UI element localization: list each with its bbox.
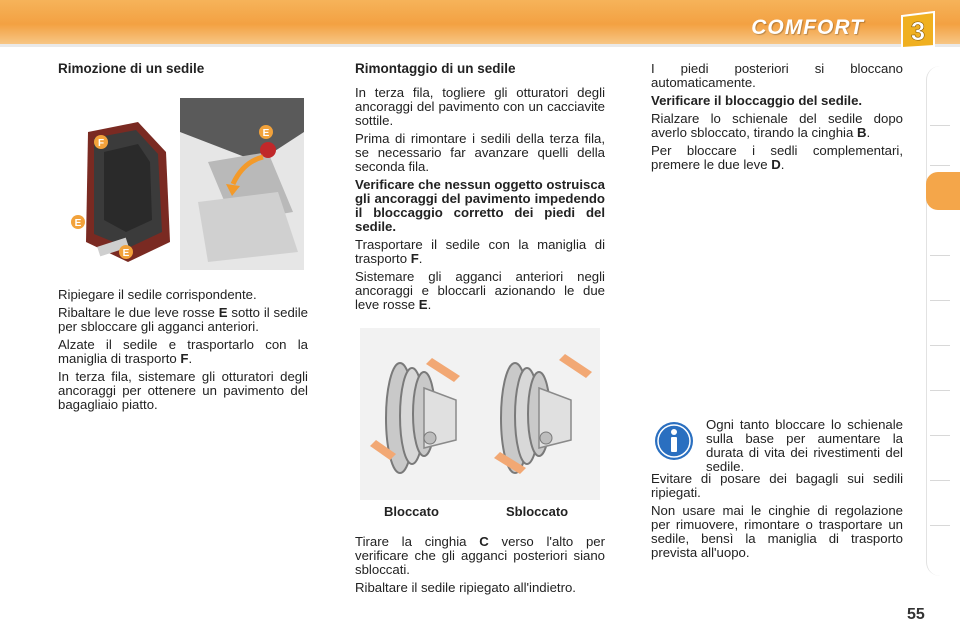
anchor-drawing bbox=[180, 98, 304, 270]
tab-divider bbox=[930, 300, 950, 301]
refitting-step-5: Tirare la cinghia C verso l'alto per verificare che gli agganci posteriori siano sbloccati. bbox=[355, 534, 606, 577]
removal-step-2: Ribaltare le due leve rosse E sotto il sedile per sbloccare gli agganci anteriori. bbox=[58, 305, 308, 334]
label-E bbox=[119, 245, 133, 259]
tab-divider bbox=[930, 390, 950, 391]
locking-subtitle: Verificare il bloccaggio del sedile. bbox=[651, 93, 863, 108]
removal-step-3: Alzate il sedile e trasportarlo con la maniglia di trasporto F. bbox=[58, 337, 308, 366]
seat-removal-illustration bbox=[58, 92, 308, 276]
refitting-step-1: In terza fila, togliere gli otturatori degli ancoraggi del pavimento con un cacciavite sottile. bbox=[355, 85, 605, 128]
page-number: 55 bbox=[907, 606, 925, 623]
chapter-number: 3 bbox=[910, 16, 926, 46]
refitting-step-2: Prima di rimontare i sedili della terza fila, se necessario far avanzare quelli della seconda fila. bbox=[355, 131, 605, 174]
tab-divider bbox=[930, 125, 950, 126]
info-icon bbox=[653, 420, 695, 462]
refitting-step-3: Trasportare il sedile con la maniglia di trasporto F. bbox=[355, 237, 605, 266]
label-E bbox=[71, 215, 85, 229]
svg-text:E: E bbox=[122, 248, 130, 259]
info-block bbox=[651, 472, 903, 564]
label-F bbox=[94, 135, 108, 149]
tab-divider bbox=[930, 255, 950, 256]
page-header bbox=[0, 0, 960, 50]
info-note bbox=[706, 418, 903, 478]
column-removal bbox=[58, 62, 308, 86]
anchor-lock-illustration bbox=[360, 328, 600, 500]
label-E bbox=[259, 125, 273, 139]
column-locking bbox=[651, 62, 903, 176]
removal-steps bbox=[58, 288, 308, 416]
locking-text-3: Per bloccare i sedli complementari, premere le due leve D. bbox=[651, 143, 903, 172]
tab-divider bbox=[930, 345, 950, 346]
info-note-text: Ogni tanto bloccare lo schienale sulla base per aumentare la durata di vita dei rivestimenti del sedile. bbox=[706, 417, 903, 474]
locking-text-2: Rialzare lo schienale del sedile dopo averlo sbloccato, tirando la cinghia B. bbox=[651, 111, 903, 140]
removal-step-1: Ripiegare il sedile corrispondente. bbox=[58, 287, 257, 302]
svg-text:E: E bbox=[262, 128, 270, 139]
chapter-badge bbox=[898, 10, 938, 50]
chapter-tab-active[interactable] bbox=[926, 172, 960, 210]
refitting-heading: Rimontaggio di un sedile bbox=[355, 61, 516, 76]
tab-divider bbox=[930, 525, 950, 526]
chapter-tabs bbox=[926, 66, 960, 576]
svg-text:F: F bbox=[97, 138, 105, 149]
tab-divider bbox=[930, 435, 950, 436]
tab-divider bbox=[930, 480, 950, 481]
figure-label-unlocked: Sbloccato bbox=[506, 504, 569, 519]
refitting-step-6: Ribaltare il sedile ripiegato all'indietro. bbox=[355, 580, 576, 595]
svg-text:E: E bbox=[74, 218, 82, 229]
removal-heading: Rimozione di un sedile bbox=[58, 61, 205, 76]
tab-divider bbox=[930, 165, 950, 166]
info-text-2: Non usare mai le cinghie di regolazione per rimuovere, rimontare o trasportare un sedile, bensì la maniglia di trasporto prevista all'uopo. bbox=[651, 503, 903, 560]
column-refitting bbox=[355, 62, 605, 316]
removal-step-4: In terza fila, sistemare gli otturatori degli ancoraggi per ottenere un pavimento del bagagliaio piatto. bbox=[58, 369, 308, 412]
section-title: COMFORT bbox=[751, 16, 864, 39]
refitting-warning: Verificare che nessun oggetto ostruisca gli ancoraggi del pavimento impedendo il bloccaggio corretto dei piedi del sedile. bbox=[355, 177, 605, 234]
refitting-step-4: Sistemare gli agganci anteriori negli ancoraggi e bloccarli azionando le due leve rosse E. bbox=[355, 269, 605, 312]
info-text-1: Evitare di posare dei bagagli sui sedili ripiegati. bbox=[651, 471, 903, 500]
refitting-final-steps bbox=[355, 535, 605, 599]
header-divider bbox=[0, 44, 960, 47]
figure-label-locked: Bloccato bbox=[384, 504, 439, 519]
locking-text-1: I piedi posteriori si bloccano automaticamente. bbox=[651, 61, 903, 90]
